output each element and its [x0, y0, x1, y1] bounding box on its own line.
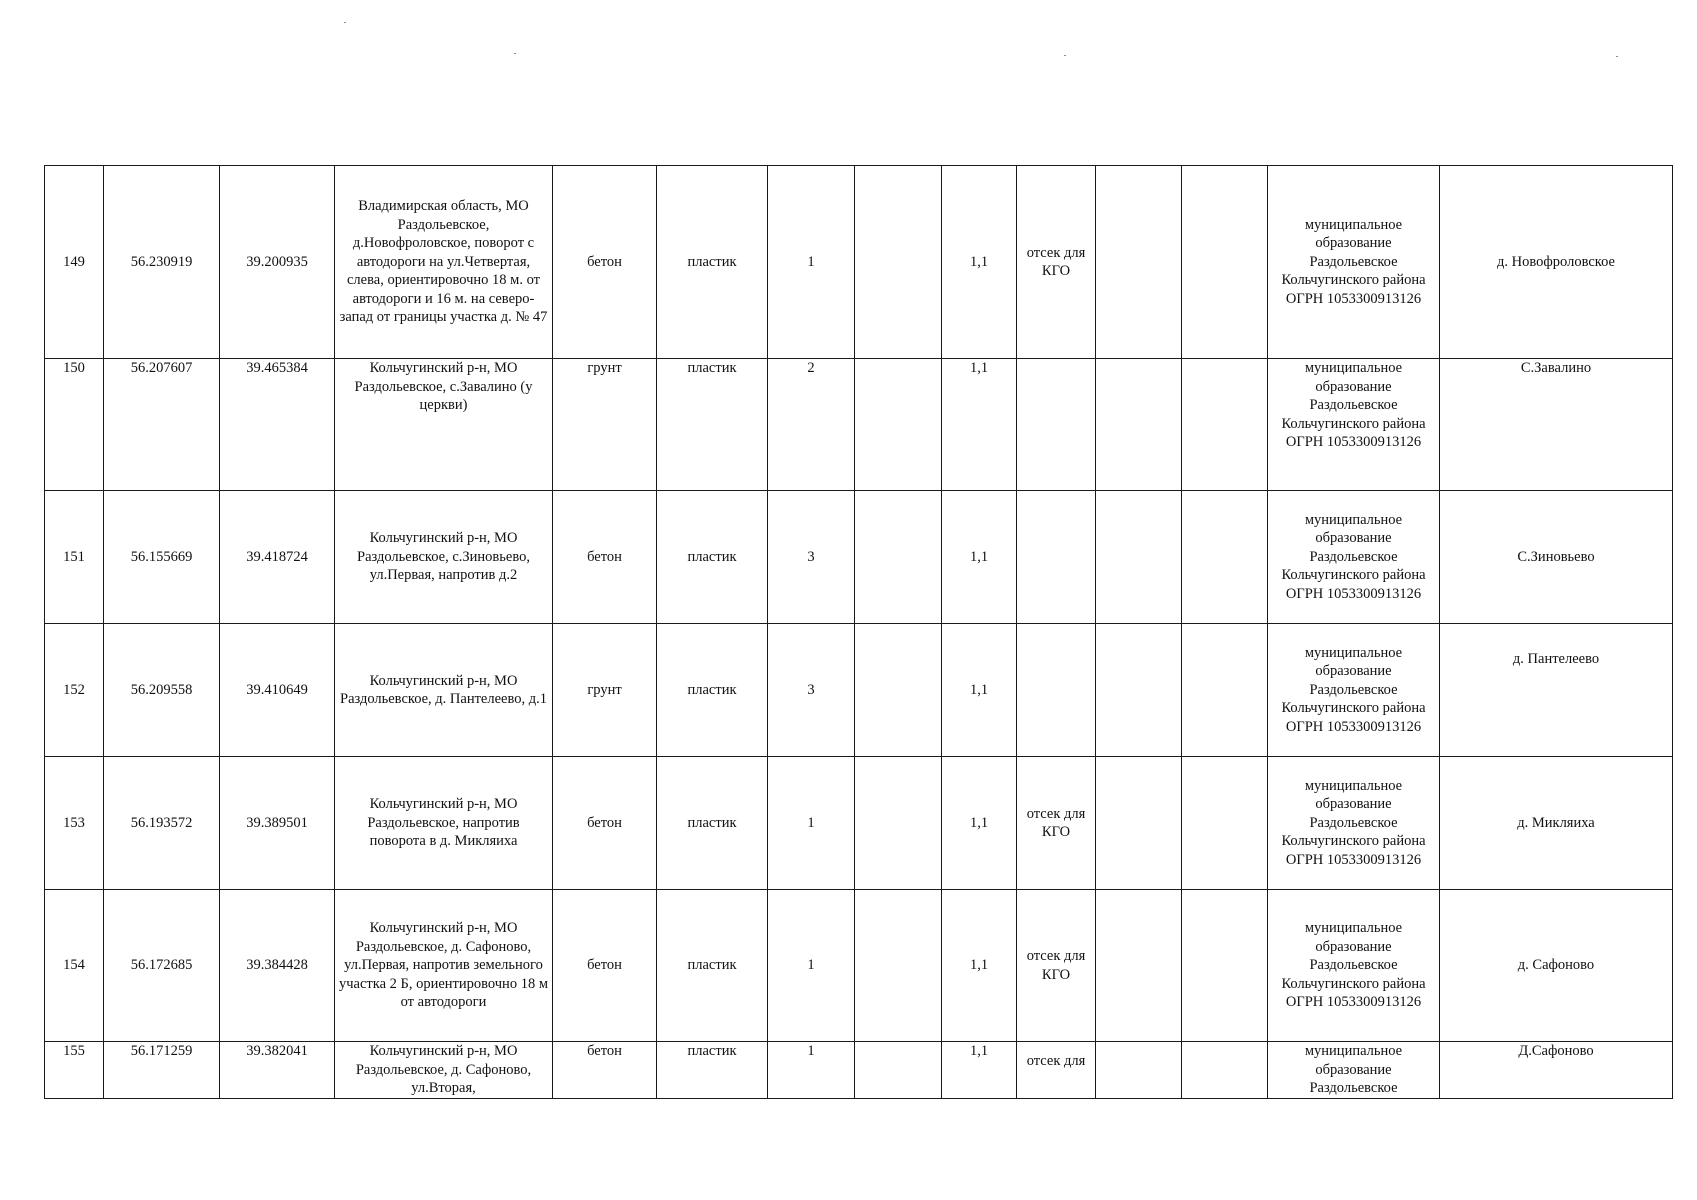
- compartment-cell: отсек для КГО: [1017, 757, 1096, 890]
- surface-cell: грунт: [553, 624, 657, 757]
- container-volume-cell: 1,1: [942, 491, 1017, 624]
- scan-speck: [1064, 55, 1066, 56]
- scan-speck: [344, 22, 346, 23]
- container-material-cell: пластик: [657, 359, 768, 491]
- empty-cell: [1182, 491, 1268, 624]
- compartment-cell: отсек для КГО: [1017, 890, 1096, 1042]
- empty-cell: [855, 166, 942, 359]
- container-count-cell: [768, 1042, 855, 1099]
- empty-cell: [1096, 1042, 1182, 1099]
- empty-cell: [1096, 890, 1182, 1042]
- row-number-cell: 153: [45, 757, 104, 890]
- latitude-cell: [104, 1042, 220, 1099]
- empty-cell: [1182, 1042, 1268, 1099]
- longitude-cell: [220, 1042, 335, 1099]
- compartment-cell: отсек для КГО: [1017, 166, 1096, 359]
- cell-text: 39.382041: [246, 1043, 308, 1059]
- empty-cell: [1096, 757, 1182, 890]
- empty-cell: [1096, 359, 1182, 491]
- owner-cell: [1268, 1042, 1440, 1099]
- empty-cell: [855, 757, 942, 890]
- empty-cell: [1182, 624, 1268, 757]
- longitude-cell: 39.389501: [220, 757, 335, 890]
- compartment-cell: [1017, 359, 1096, 491]
- empty-cell: [1182, 166, 1268, 359]
- latitude-cell: 56.230919: [104, 166, 220, 359]
- container-volume-cell: 1,1: [942, 166, 1017, 359]
- empty-cell: [855, 1042, 942, 1099]
- surface-cell: бетон: [553, 890, 657, 1042]
- table-row: [45, 624, 1673, 757]
- longitude-cell: 39.418724: [220, 491, 335, 624]
- longitude-cell: 39.384428: [220, 890, 335, 1042]
- compartment-cell: [1017, 491, 1096, 624]
- container-material-cell: пластик: [657, 624, 768, 757]
- row-number-cell: [45, 1042, 104, 1099]
- table-row: [45, 890, 1673, 1042]
- container-material-cell: пластик: [657, 890, 768, 1042]
- container-count-cell: 3: [768, 624, 855, 757]
- empty-cell: [855, 491, 942, 624]
- owner-cell: муниципальное образование Раздольевское Кольчугинского района ОГРН 1053300913126: [1268, 757, 1440, 890]
- surface-cell: грунт: [553, 359, 657, 491]
- address-cell: Кольчугинский р-н, МО Раздольевское, д. Сафоново, ул.Первая, напротив земельного участка 2 Б, ориентировочно 18 м от автодороги: [335, 890, 553, 1042]
- owner-cell: муниципальное образование Раздольевское Кольчугинского района ОГРН 1053300913126: [1268, 166, 1440, 359]
- owner-cell: муниципальное образование Раздольевское Кольчугинского района ОГРН 1053300913126: [1268, 624, 1440, 757]
- container-volume-cell: 1,1: [942, 757, 1017, 890]
- container-volume-cell: 1,1: [942, 890, 1017, 1042]
- container-count-cell: 2: [768, 359, 855, 491]
- surface-cell: бетон: [553, 166, 657, 359]
- cell-text: отсек для: [1026, 1053, 1086, 1069]
- address-cell: Кольчугинский р-н, МО Раздольевское, с.Зиновьево, ул.Первая, напротив д.2: [335, 491, 553, 624]
- row-number-cell: 149: [45, 166, 104, 359]
- settlement-cell: С.Зиновьево: [1440, 491, 1673, 624]
- row-number-cell: 152: [45, 624, 104, 757]
- scan-speck: [1616, 56, 1618, 57]
- address-cell: Владимирская область, МО Раздольевское, д.Новофроловское, поворот с автодороги на ул.Четвертая, слева, ориентировочно 18 м. от автодороги и 16 м. на северо-запад от границы участка д. № 47: [335, 166, 553, 359]
- latitude-cell: 56.155669: [104, 491, 220, 624]
- empty-cell: [1182, 890, 1268, 1042]
- latitude-cell: 56.172685: [104, 890, 220, 1042]
- cell-text: 56.171259: [130, 1043, 193, 1059]
- empty-cell: [1182, 359, 1268, 491]
- container-volume-cell: 1,1: [942, 359, 1017, 491]
- empty-cell: [1096, 491, 1182, 624]
- row-number-cell: 150: [45, 359, 104, 491]
- scan-speck: [514, 53, 516, 54]
- row-number-cell: 154: [45, 890, 104, 1042]
- settlement-cell: д. Новофроловское: [1440, 166, 1673, 359]
- table-row: [45, 166, 1673, 359]
- table-row: [45, 1042, 1673, 1099]
- container-material-cell: пластик: [657, 166, 768, 359]
- table-row: [45, 757, 1673, 890]
- cell-text: Кольчугинский р-н, МО Раздольевское, д. Сафоново, ул.Вторая,: [355, 1043, 532, 1096]
- longitude-cell: 39.200935: [220, 166, 335, 359]
- empty-cell: [855, 624, 942, 757]
- cell-text: муниципальное образование Раздольевское: [1304, 1043, 1403, 1096]
- container-count-cell: 1: [768, 890, 855, 1042]
- cell-text: бетон: [587, 1043, 622, 1059]
- container-material-cell: пластик: [657, 491, 768, 624]
- cell-text: 1,1: [969, 1043, 989, 1059]
- longitude-cell: 39.410649: [220, 624, 335, 757]
- address-cell: [335, 1042, 553, 1099]
- address-cell: Кольчугинский р-н, МО Раздольевское, с.Завалино (у церкви): [335, 359, 553, 491]
- compartment-cell: [1017, 624, 1096, 757]
- address-cell: Кольчугинский р-н, МО Раздольевское, напротив поворота в д. Микляиха: [335, 757, 553, 890]
- row-number-cell: 151: [45, 491, 104, 624]
- table-row: [45, 491, 1673, 624]
- surface-cell: бетон: [553, 757, 657, 890]
- latitude-cell: 56.209558: [104, 624, 220, 757]
- container-material-cell: пластик: [657, 757, 768, 890]
- latitude-cell: 56.207607: [104, 359, 220, 491]
- owner-cell: муниципальное образование Раздольевское Кольчугинского района ОГРН 1053300913126: [1268, 359, 1440, 491]
- surface-cell: [553, 1042, 657, 1099]
- container-count-cell: 3: [768, 491, 855, 624]
- compartment-cell: [1017, 1042, 1096, 1099]
- cell-text: пластик: [687, 1043, 737, 1059]
- empty-cell: [1096, 166, 1182, 359]
- surface-cell: бетон: [553, 491, 657, 624]
- container-count-cell: 1: [768, 757, 855, 890]
- waste-sites-table: [44, 165, 1673, 1099]
- container-volume-cell: [942, 1042, 1017, 1099]
- settlement-cell: д. Пантелеево: [1440, 624, 1673, 757]
- address-cell: Кольчугинский р-н, МО Раздольевское, д. Пантелеево, д.1: [335, 624, 553, 757]
- cell-text: 155: [63, 1043, 85, 1059]
- settlement-cell: [1440, 1042, 1673, 1099]
- latitude-cell: 56.193572: [104, 757, 220, 890]
- cell-text: Д.Сафоново: [1518, 1043, 1594, 1059]
- empty-cell: [1182, 757, 1268, 890]
- container-volume-cell: 1,1: [942, 624, 1017, 757]
- cell-text: 1: [807, 1043, 815, 1059]
- container-count-cell: 1: [768, 166, 855, 359]
- empty-cell: [855, 890, 942, 1042]
- owner-cell: муниципальное образование Раздольевское Кольчугинского района ОГРН 1053300913126: [1268, 890, 1440, 1042]
- settlement-cell: С.Завалино: [1440, 359, 1673, 491]
- empty-cell: [855, 359, 942, 491]
- table-row: [45, 359, 1673, 491]
- empty-cell: [1096, 624, 1182, 757]
- owner-cell: муниципальное образование Раздольевское Кольчугинского района ОГРН 1053300913126: [1268, 491, 1440, 624]
- longitude-cell: 39.465384: [220, 359, 335, 491]
- settlement-cell: д. Микляиха: [1440, 757, 1673, 890]
- settlement-cell: д. Сафоново: [1440, 890, 1673, 1042]
- container-material-cell: [657, 1042, 768, 1099]
